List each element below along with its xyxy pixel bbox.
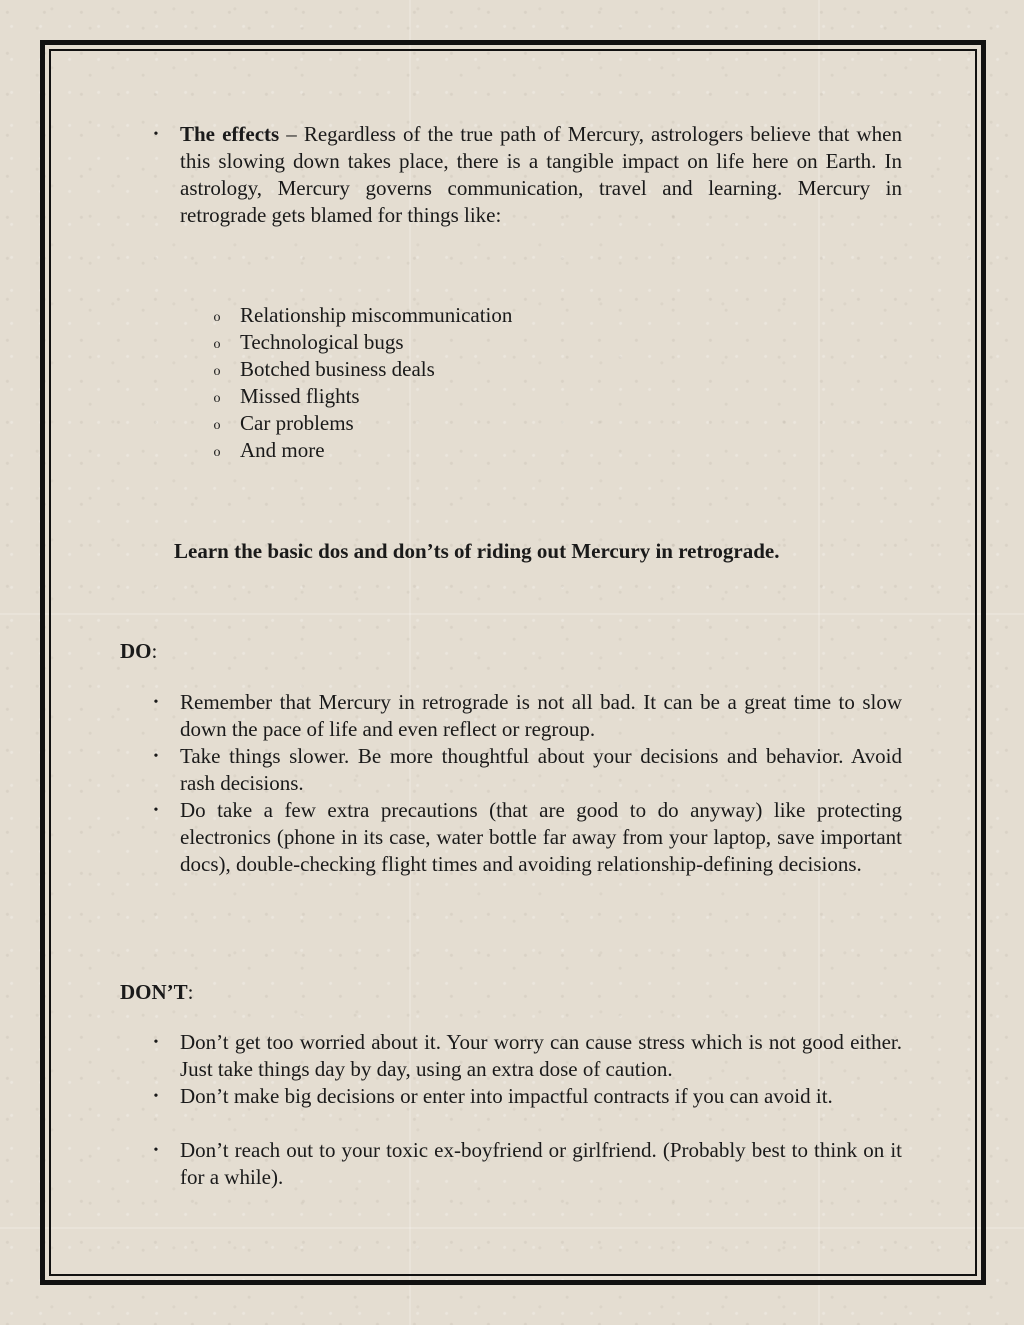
sub-bullet-icon: o	[213, 445, 221, 460]
bullet-icon: •	[153, 1035, 159, 1050]
sub-list-item: Botched business deals	[240, 357, 435, 381]
bullet-icon: •	[153, 1089, 159, 1104]
intro-heading: Learn the basic dos and don’ts of riding out Mercury in retrograde.	[174, 539, 780, 563]
sub-list-item: Technological bugs	[240, 330, 404, 354]
dont-heading: DON’T:	[120, 980, 194, 1004]
sub-list-item: Car problems	[240, 411, 354, 435]
effects-label: The effects	[180, 122, 280, 146]
effects-text: – Regardless of the true path of Mercury, astrologers believe that when this slowing down takes place, there is a tangible impact on life here on Earth. In astrology, Mercury governs communication, travel and learning. Mercury in retrograde gets blamed for things like:	[180, 122, 902, 227]
sub-list-item: And more	[240, 438, 325, 462]
bullet-icon: •	[153, 1143, 159, 1158]
dont-item: Don’t reach out to your toxic ex-boyfriend or girlfriend. (Probably best to think on it for a while).	[180, 1138, 902, 1189]
sub-bullet-icon: o	[213, 391, 221, 406]
sub-bullet-icon: o	[213, 418, 221, 433]
do-item: Take things slower. Be more thoughtful about your decisions and behavior. Avoid rash decisions.	[180, 744, 902, 795]
bullet-icon: •	[153, 803, 159, 818]
dont-item: Don’t get too worried about it. Your worry can cause stress which is not good either. Just take things day by day, using an extra dose of caution.	[180, 1030, 902, 1081]
dont-item: Don’t make big decisions or enter into impactful contracts if you can avoid it.	[180, 1084, 833, 1108]
do-item: Remember that Mercury in retrograde is not all bad. It can be a great time to slow down the pace of life and even reflect or regroup.	[180, 690, 902, 741]
bullet-icon: •	[153, 695, 159, 710]
effects-paragraph	[180, 121, 902, 229]
sub-bullet-icon: o	[213, 337, 221, 352]
bullet-icon: •	[153, 127, 159, 142]
bullet-icon: •	[153, 749, 159, 764]
sub-list-item: Relationship miscommunication	[240, 303, 513, 327]
sub-list-item: Missed flights	[240, 384, 360, 408]
do-item: Do take a few extra precautions (that are good to do anyway) like protecting electronics (phone in its case, water bottle far away from your laptop, save important docs), double-checking flight times and avoiding relationship-defining decisions.	[180, 798, 902, 876]
sub-bullet-icon: o	[213, 310, 221, 325]
do-heading: DO:	[120, 639, 158, 663]
sub-bullet-icon: o	[213, 364, 221, 379]
